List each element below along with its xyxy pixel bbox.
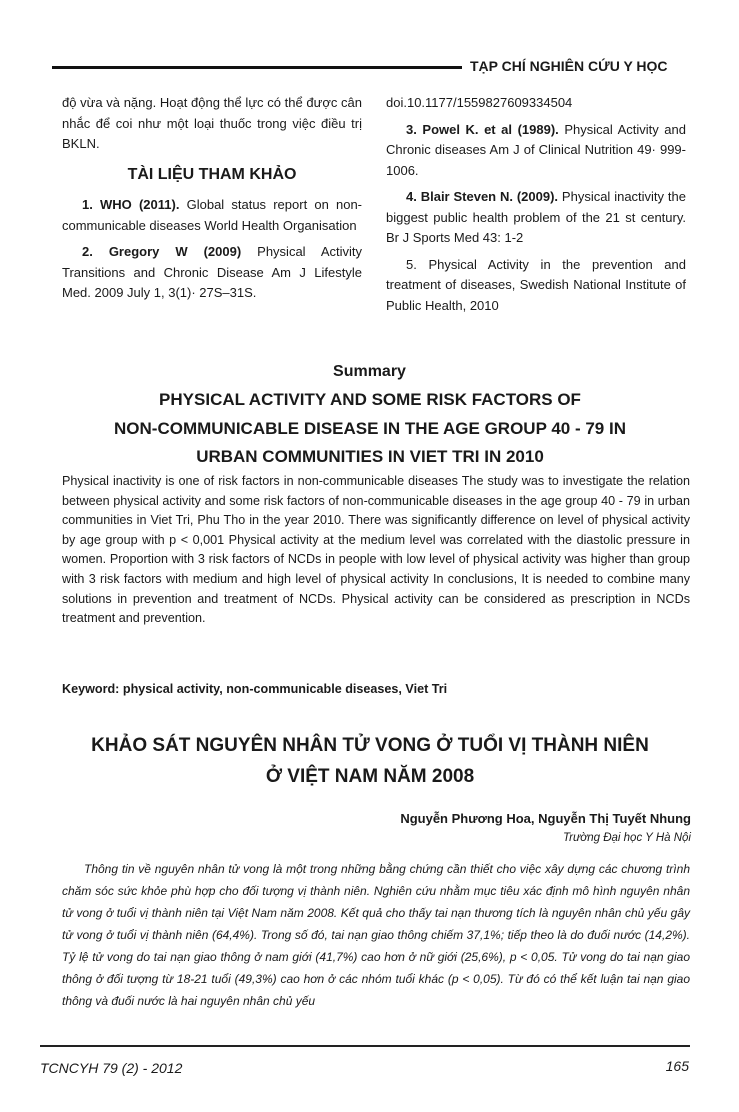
journal-title: TẠP CHÍ NGHIÊN CỨU Y HỌC: [470, 58, 668, 74]
left-column: [62, 93, 362, 310]
article-title-line: Ở VIỆT NAM NĂM 2008: [265, 766, 475, 787]
reference-lead: 3. Powel K. et al (1989).: [406, 121, 559, 137]
footer-rule: [40, 1045, 690, 1047]
article-title: [40, 730, 700, 792]
right-column: [386, 93, 686, 322]
reference-item: [386, 255, 686, 317]
reference-text: Physical Activity Transitions and Chronic Disease Am J Lifestyle Med. 2009 July 1, 3(1)· 27S–31S.: [62, 244, 362, 300]
article-abstract: Thông tin về nguyên nhân tử vong là một trong những bằng chứng cần thiết cho việc xây dựng các chương trình chăm sóc sức khỏe phù hợp cho đối tượng vị thành niên. Nghiên cứu nhằm mục tiêu xác định mô hình nguyên nhân tử vong ở tuổi vị thành niên tại Việt Nam năm 2008. Kết quả cho thấy tai nạn thương tích là nguyên nhân chủ yếu gây tử vong ở tuổi vị thành niên (64,4%). Trong số đó, tai nạn giao thông chiếm 37,1%; tiếp theo là do đuối nước (14,2%). Tỷ lệ tử vong do tai nạn giao thông ở nam giới (41,7%) cao hơn ở nữ giới (25,6%), p < 0,05. Tử vong do tai nạn giao thông ở đối tượng từ 18-21 tuổi (49,3%) cao hơn ở các nhóm tuổi khác (p < 0,05). Từ đó có thể kết luận tai nạn giao thông và đuối nước là hai nguyên nhân chủ yếu: [62, 862, 690, 1008]
doi-text: doi.10.1177/1559827609334504: [386, 95, 573, 110]
reference-item: [386, 120, 686, 182]
summary-title-line: NON-COMMUNICABLE DISEASE IN THE AGE GROUP 40 - 79 IN: [114, 418, 626, 438]
reference-text: Physical inactivity the biggest public health problem of the 21 st century. Br J Sports Med 43: 1-2: [386, 189, 686, 245]
article-title-line: KHẢO SÁT NGUYÊN NHÂN TỬ VONG Ở TUỔI VỊ THÀNH NIÊN: [91, 735, 649, 756]
page-number: 165: [665, 1058, 689, 1074]
summary-title: [40, 386, 700, 472]
article-affiliation: Trường Đại học Y Hà Nội: [562, 832, 691, 844]
footer-issue: TCNCYH 79 (2) - 2012: [40, 1060, 183, 1076]
summary-keywords: Keyword: physical activity, non-communicable diseases, Viet Tri: [62, 682, 448, 696]
header-rule: [52, 66, 462, 69]
summary-abstract: Physical inactivity is one of risk factors in non-communicable diseases The study was to investigate the relation between physical activity and some risk factors of non-communicable diseases in the age group 40 - 79 in urban communities in Viet Tri, Phu Tho in the year 2010. There was significantly difference on level of physical activity by age group with p < 0,001 Physical activity at the medium level was correlated with the diastolic pressure in women. Proportion with 3 risk factors of NCDs in people with low level of physical activity was higher than group with 3 risk factors with medium and high level of physical activity In conclusions, It is needed to combine many solutions in prevention and treatment of NCDs. Physical activity can be considered as prescription in NCDs treatment and prevention.: [62, 474, 690, 626]
references-heading: TÀI LIỆU THAM KHẢO: [127, 165, 297, 183]
summary-heading: Summary: [333, 363, 406, 380]
reference-item: [62, 242, 362, 304]
reference-text: Physical Activity and Chronic diseases Am J of Clinical Nutrition 49· 999-1006.: [386, 121, 686, 178]
article-authors: Nguyễn Phương Hoa, Nguyễn Thị Tuyết Nhung: [400, 811, 691, 826]
reference-lead: 2. Gregory W (2009): [82, 244, 242, 259]
reference-lead: 1. WHO (2011).: [82, 197, 180, 212]
summary-title-line: URBAN COMMUNITIES IN VIET TRI IN 2010: [196, 447, 544, 466]
reference-text: Global status report on non-communicable diseases World Health Organisation: [62, 197, 362, 233]
reference-item: [62, 195, 362, 236]
continuation-text: độ vừa và nặng. Hoạt động thể lực có thể được cân nhắc để coi như một loại thuốc trong việc điều trị BKLN.: [62, 95, 362, 151]
reference-text: 5. Physical Activity in the prevention and treatment of diseases, Swedish National Institute of Public Health, 2010: [386, 256, 686, 313]
reference-item: [386, 187, 686, 249]
summary-title-line: PHYSICAL ACTIVITY AND SOME RISK FACTORS OF: [159, 390, 581, 409]
reference-lead: 4. Blair Steven N. (2009).: [406, 189, 559, 204]
